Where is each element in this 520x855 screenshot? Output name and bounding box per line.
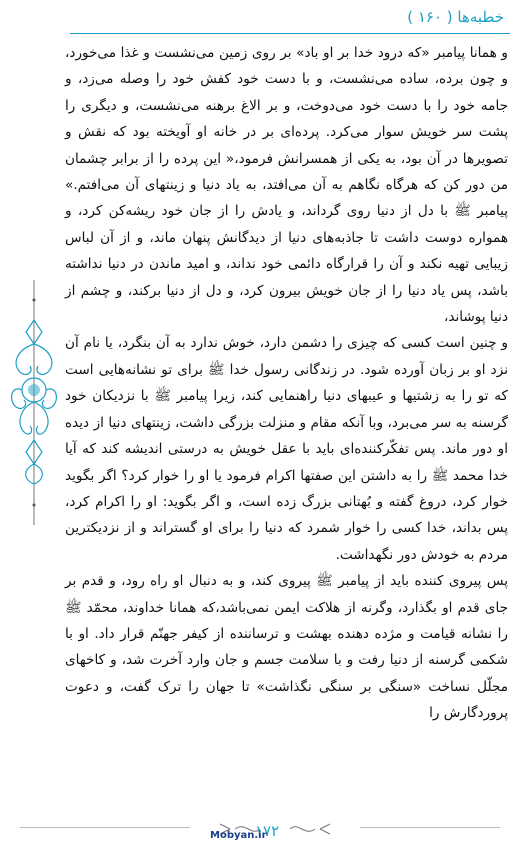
watermark: Mobyan.ir bbox=[210, 830, 267, 841]
paragraph-2: و چنین است کسی که چیزی را دشمن دارد، خوش ندارد به آن بنگرد، یا نام آن نزد او بر زبان آورده شود. در زندگانی رسول خدا ﷺ برای تو نشانه‌هایی است که تو را به زشتیها و عیبهای دنیا راهنمایی کند، زیرا پیامبر ﷺ با نزدیکان خود گرسنه به سر می‌برد، وبا آنکه مقام و منزلت بزرگی داشت، زینتهای دنیا از دیده او دور ماند. پس تفکّرکننده‌ای باید با عقل خویش به درستی اندیشه کند که آیا خدا محمد ﷺ را به داشتن این صفتها اکرام فرمود یا او را خوار کرد؟ اگر بگوید خوار کرد، دروغ گفته و بُهتانی بزرگ زده است، و اگر بگوید: او را اکرام کرد، پس بداند، خدا کسی را خوار شمرد که دنیا را برای او گستراند و از نزدیکترین مردم به خودش دور نگهداشت. bbox=[65, 335, 508, 563]
page-number: ۱۷۲ bbox=[255, 822, 280, 840]
arabesque-ornament-icon bbox=[6, 280, 62, 525]
page-header bbox=[0, 0, 520, 34]
paragraph-3: پس پیروی کننده باید از پیامبر ﷺ پیروی کند، و به دنبال او راه رود، و قدم بر جای قدم او بگذارد، وگرنه از هلاکت ایمن نمی‌باشد،که همانا خداوند، محمّد ﷺ را نشانه قیامت و مژده دهنده بهشت و ترساننده از کیفر جهنّم قرار داد. او با شکمی گرسنه از دنیا رفت و با سلامت جسم و جان وارد آخرت شد، و کاخهای مجلّل نساخت «سنگی بر سنگی نگذاشت» تا جهان را ترک گفت، و دعوت پروردگارش را bbox=[65, 573, 508, 722]
paragraph-1: و همانا پیامبر «که درود خدا بر او باد» بر روی زمین می‌نشست و غذا می‌خورد، و چون برده، ساده می‌نشست، و با دست خود کفش خود را وصله می‌زد، و جامه خود را با دست خود می‌دوخت، و بر الاغ برهنه می‌نشست، و دیگری را پشت سر خویش سوار می‌کرد. پرده‌ای بر در خانه او آویخته بود که نقش و تصویرها در آن بود، به یکی از همسرانش فرمود،« این پرده را از برابر چشمان من دور کن که هرگاه نگاهم به آن می‌افتد، به یاد دنیا و زینتهای آن می‌افتم.» پیامبر ﷺ با دل از دنیا روی گرداند، و یادش را از جان خود ریشه‌کن کرد، و همواره دوست داشت تا جاذبه‌های دنیا از دیدگانش پنهان ماند، و از آن لباس زیبایی تهیه نکند و آن را قرارگاه دائمی خود نداند، و امید ماندن در دنیا نداشته باشد، پس یاد دنیا را از جان خویش بیرون کرد، و دل از دنیا برکند، و چشم از دنیا پوشاند، bbox=[65, 45, 508, 326]
header-divider bbox=[70, 33, 510, 34]
body-text bbox=[65, 40, 508, 727]
page-title: خطبه‌ها ( ۱۶۰ ) bbox=[407, 8, 504, 26]
